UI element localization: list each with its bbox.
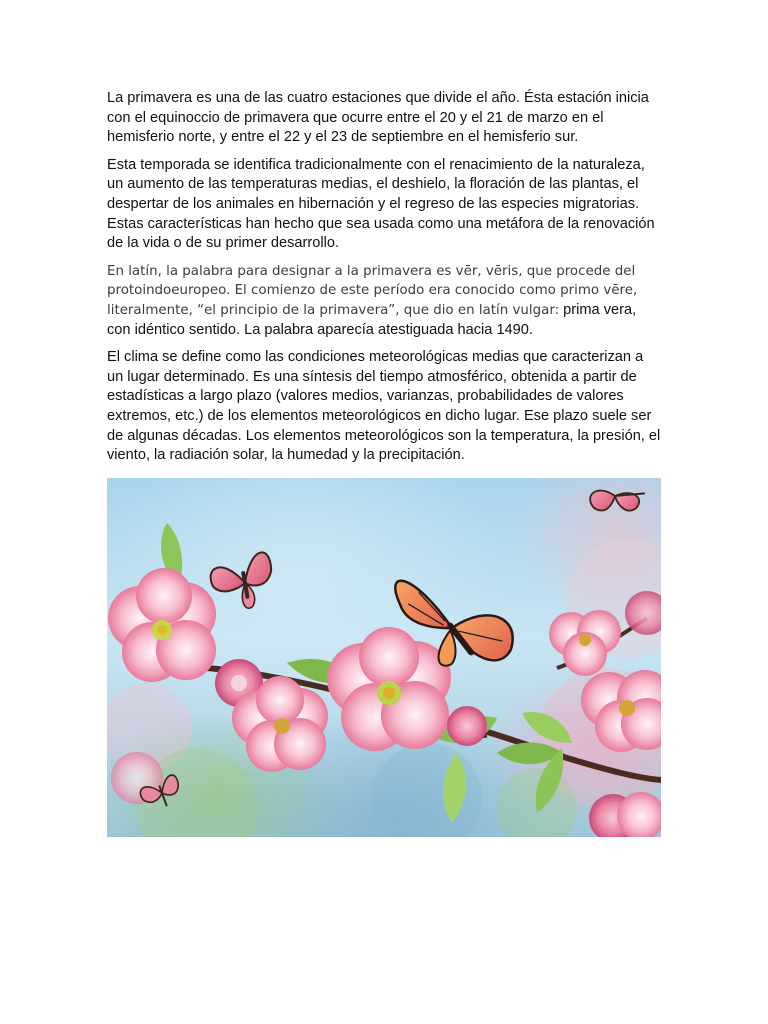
document-body — [107, 89, 663, 474]
butterfly-top-right — [589, 487, 646, 514]
spring-photo — [107, 478, 661, 837]
etymology-text: prima vera, con idéntico sentido. La palabra aparecía atestiguada hacia 1490. — [107, 301, 637, 338]
photo-illustration — [107, 478, 661, 837]
butterfly-small-top-left — [208, 551, 278, 614]
paragraph-etymology — [107, 262, 663, 340]
paragraph-spring-season: Esta temporada se identifica tradicionalmente con el renacimiento de la naturaleza, un aumento de las temperaturas medias, el deshielo, la floración de las plantas, el despertar de los animales en hibernación y el regreso de las especies migratorias. Estas características han hecho que sea usada como una metáfora de la renovación de la vida o de su primer desarrollo. — [107, 156, 655, 252]
paragraph-climate: El clima se define como las condiciones meteorológicas medias que caracterizan a un lugar determinado. Es una síntesis del tiempo atmosférico, obtenida a partir de estadísticas a largo plazo (valores medios, varianzas, probabilidades de valores extremos, etc.) de los elementos meteorológicos en dicho lugar. Ese plazo suele ser de algunas décadas. Los elementos meteorológicos son la temperatura, la presión, el viento, la radiación solar, la humedad y la precipitación. — [107, 349, 661, 464]
paragraph-spring-definition: La primavera es una de las cuatro estaciones que divide el año. Ésta estación inicia con el equinoccio de primavera que ocurre entre el 20 y el 21 de marzo en el hemisferio norte, y entre el 22 y el 23 de septiembre en el hemisferio sur. — [107, 90, 649, 146]
etymology-quoted-text: En latín, la palabra para designar a la primavera es vēr, vēris, que procede del protoindoeuropeo. El comienzo de este período era conocido como primo vēre, literalmente, “el principio de la primavera”, que dio en latín vulgar: — [107, 263, 638, 318]
